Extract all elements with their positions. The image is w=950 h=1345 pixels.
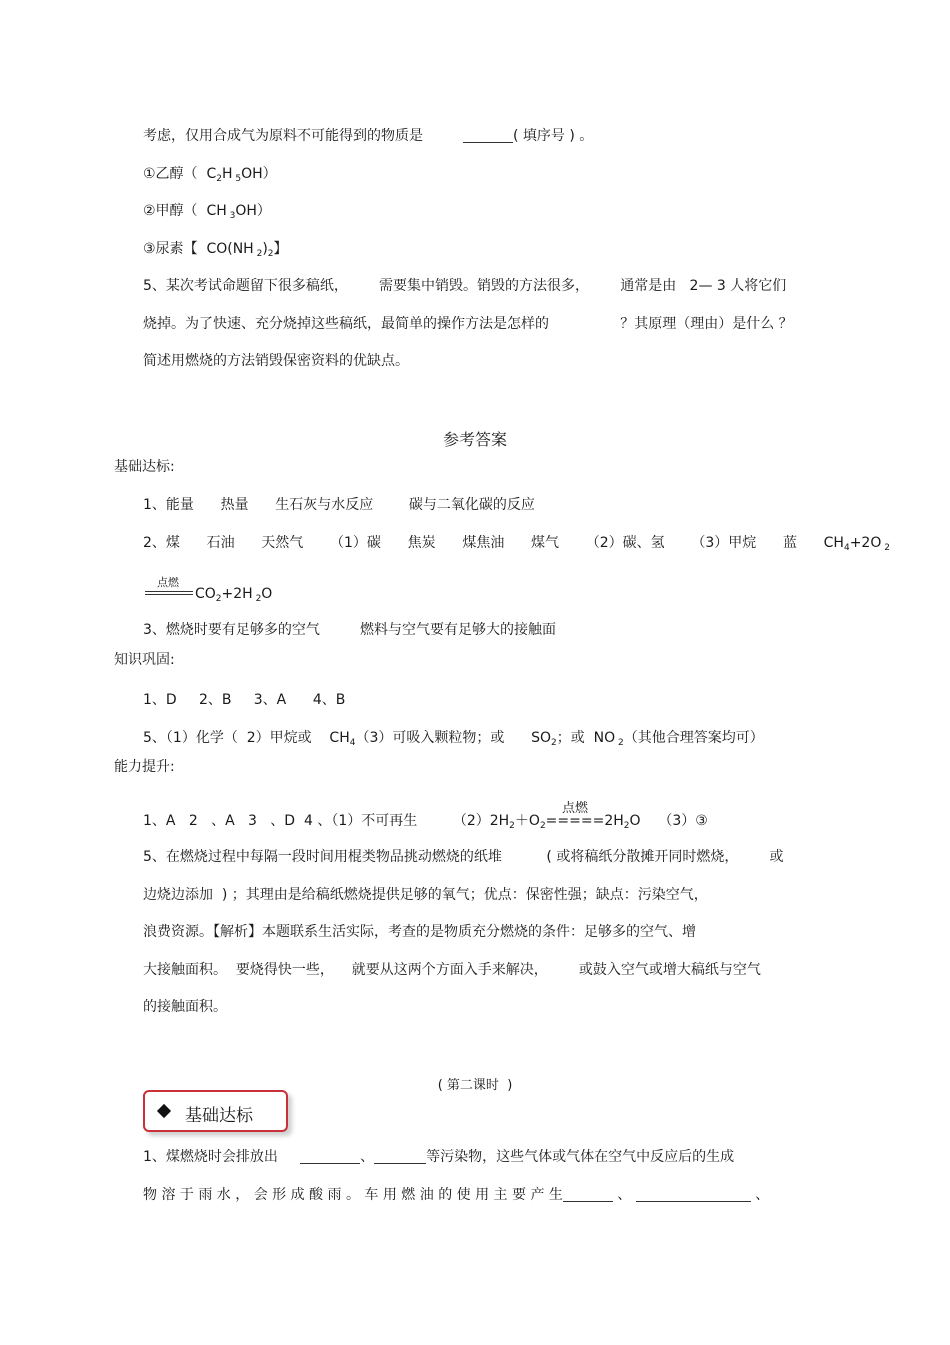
answers-title: 参考答案 [442, 430, 507, 449]
option-methanol: ②甲醇（ CH $_3$OH） [143, 203, 271, 221]
ability-answer-5-line1: 5、在燃烧过程中每隔一段时间用棍类物品挑动燃烧的纸堆 ( 或将稿纸分散摊开同时燃烧， 或 [143, 849, 784, 865]
knowledge-answer-5: 5、（1）化学（ 2）甲烷或 $CH_4(3)$可吸入颗粒物；或 $SO_2$；或 NO $_2$（其他合理答案均可） [143, 730, 764, 748]
equation-product: $CO_2+2H$ $_2$O [195, 586, 273, 604]
q5-line3: 简述用燃烧的方法销毁保密资料的优缺点。 [143, 353, 409, 369]
ability-answer-1: 1、A 2 、A 3 、D 4 、（1）不可再生 $(2)2H_2+O_2=====2H_2O$ （3）③ [143, 813, 708, 831]
answer-blank[interactable] [563, 1187, 613, 1202]
ability-answer-5-line2: 边烧边添加 ) ；其理由是给稿纸燃烧提供足够的氧气；优点：保密性强；缺点：污染空气， [143, 887, 708, 903]
q4-text: 考虑，仅用合成气为原料不可能得到的物质是 ( 填序号 ) 。 [143, 128, 594, 144]
badge-label: 基础达标 [185, 1106, 253, 1126]
knowledge-answer-1: 1、D 2、B 3、A 4、B [143, 692, 346, 708]
ability-answer-5-line5: 的接触面积。 [143, 999, 227, 1015]
diamond-icon [157, 1104, 171, 1118]
basic-heading: 基础达标: [114, 459, 175, 475]
answer-blank[interactable] [463, 128, 513, 143]
answer-blank[interactable] [374, 1149, 426, 1164]
option-urea: ③尿素【 CO(NH $_2)_2$】 [143, 241, 288, 259]
ability-answer-5-line3: 浪费资源。【解析】本题联系生活实际，考查的是物质充分燃烧的条件：足够多的空气、增 [143, 924, 696, 940]
section-badge [143, 1090, 288, 1132]
option-ethanol: ①乙醇（ $C_2H$ $_5$OH） [143, 166, 277, 184]
ability-heading: 能力提升: [114, 759, 175, 775]
basic-answer-2: 2、煤 石油 天然气 （1）碳 焦炭 煤焦油 煤气 （2）碳、氢 （3）甲烷 蓝 $CH_4+2O$ $_2$ [143, 535, 890, 553]
knowledge-heading: 知识巩固: [114, 652, 175, 668]
ability-answer-5-line4: 大接触面积。 要烧得快一些， 就要从这两个方面入手来解决， 或鼓入空气或增大稿纸与空气 [143, 962, 761, 978]
basic-answer-1: 1、能量 热量 生石灰与水反应 碳与二氧化碳的反应 [143, 497, 535, 513]
l2-q1-line1: 1、煤燃烧时会排放出 、 等污染物，这些气体或气体在空气中反应后的生成 [143, 1149, 735, 1165]
q5-line1: 5、某次考试命题留下很多稿纸， 需要集中销毁。销毁的方法很多， 通常是由 2— 3 人将它们 [143, 278, 787, 294]
answer-blank[interactable] [300, 1149, 360, 1164]
l2-q1-line2: 物 溶 于 雨 水 ， 会 形 成 酸 雨 。 车 用 燃 油 的 使 用 主 要 产 生 、 、 [143, 1187, 770, 1203]
lesson-title: ( 第二课时 ) [437, 1078, 513, 1093]
q5-line2: 烧掉。为了快速、充分烧掉这些稿纸，最简单的操作方法是怎样的 ？其原理（理由）是什么 ？ [143, 316, 793, 332]
answer-blank[interactable] [636, 1187, 751, 1202]
condition-ignite-2: 点燃 [562, 801, 589, 816]
basic-answer-3: 3、燃烧时要有足够多的空气 燃料与空气要有足够大的接触面 [143, 622, 556, 638]
equation-double-line [145, 591, 193, 595]
condition-ignite: 点燃 [157, 576, 179, 589]
